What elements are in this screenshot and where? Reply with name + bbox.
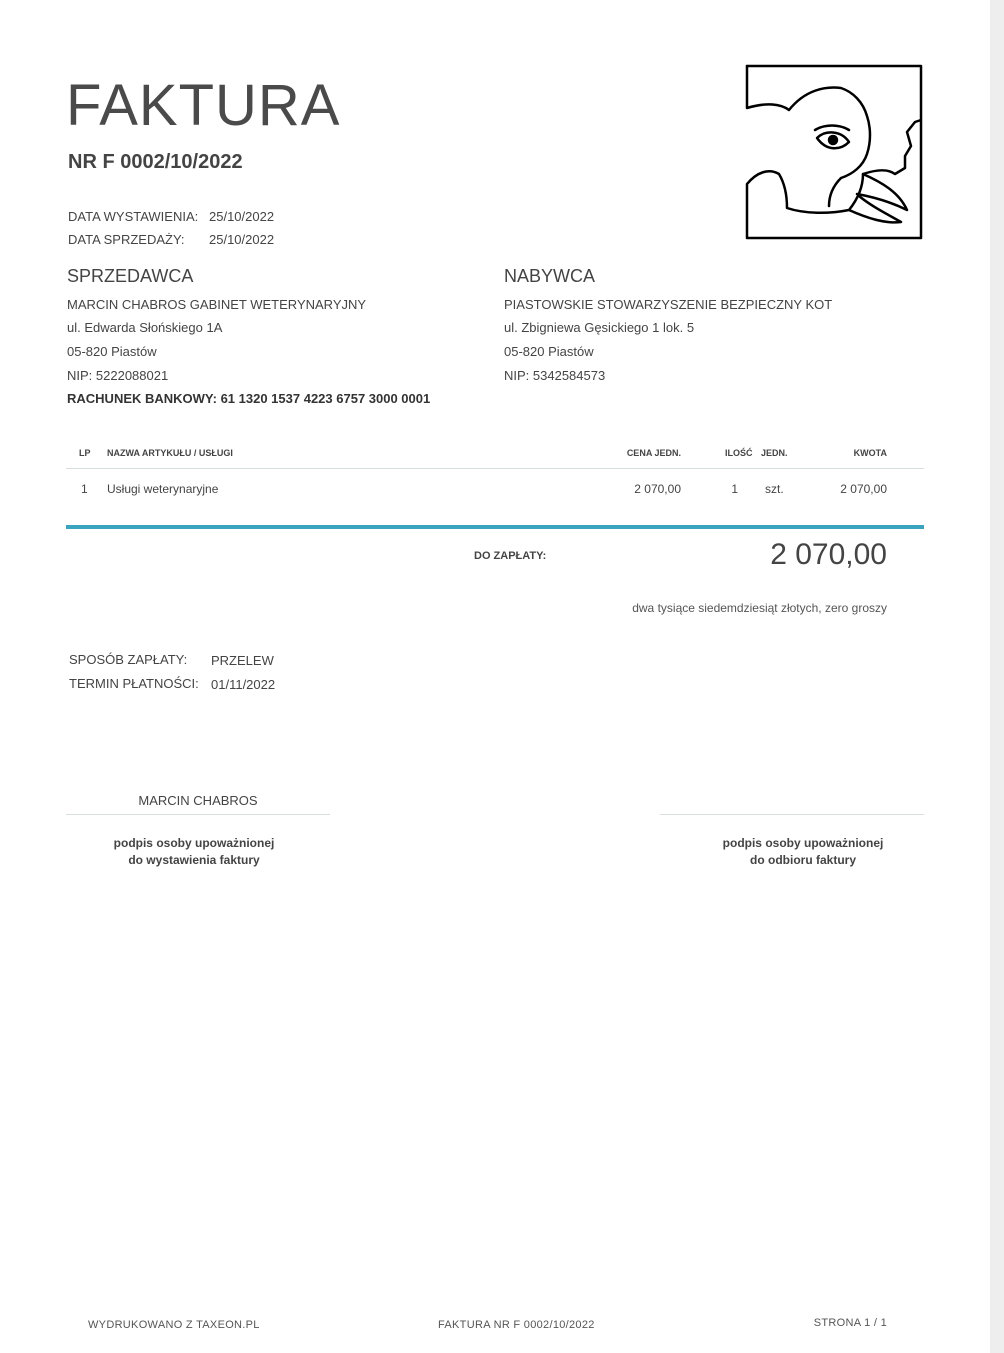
- row-amount: 2 070,00: [840, 482, 887, 496]
- receiver-caption-line-2: do odbioru faktury: [750, 853, 856, 867]
- receiver-signature-caption: [675, 835, 931, 869]
- amount-due-value: 2 070,00: [770, 538, 887, 571]
- table-header-divider: [66, 468, 924, 469]
- buyer-nip: NIP: 5342584573: [504, 368, 606, 383]
- footer-printed-from: WYDRUKOWANO Z TAXEON.PL: [88, 1319, 260, 1331]
- total-accent-rule: [66, 525, 924, 529]
- buyer-name: PIASTOWSKIE STOWARZYSZENIE BEZPIECZNY KOT: [504, 297, 833, 312]
- seller-city: 05-820 Piastów: [67, 344, 157, 359]
- row-price: 2 070,00: [634, 482, 681, 496]
- buyer-street: ul. Zbigniewa Gęsickiego 1 lok. 5: [504, 320, 695, 335]
- seller-street: ul. Edwarda Słońskiego 1A: [67, 320, 223, 335]
- receiver-caption-line-1: podpis osoby upoważnionej: [722, 836, 884, 850]
- row-lp: 1: [81, 482, 88, 496]
- header-price: CENA JEDN.: [626, 448, 681, 458]
- issuer-name: MARCIN CHABROS: [138, 793, 258, 808]
- header-lp: LP: [79, 448, 91, 458]
- issue-date-label: DATA WYSTAWIENIA:: [68, 209, 199, 224]
- sale-date-value: 25/10/2022: [209, 232, 275, 247]
- sale-date-label: DATA SPRZEDAŻY:: [68, 232, 185, 247]
- document-title: FAKTURA: [66, 73, 341, 138]
- header-name: NAZWA ARTYKUŁU / USŁUGI: [107, 448, 233, 458]
- amount-due-label: DO ZAPŁATY:: [474, 550, 547, 562]
- elephant-logo-icon: [745, 64, 923, 240]
- issuer-signature-line: [66, 814, 330, 815]
- issuer-caption-line-1: podpis osoby upoważnionej: [113, 836, 275, 850]
- issue-date-value: 25/10/2022: [209, 209, 275, 224]
- seller-nip: NIP: 5222088021: [67, 368, 169, 383]
- payment-method-label: SPOSÓB ZAPŁATY:: [69, 652, 188, 667]
- row-qty: 1: [731, 482, 738, 496]
- buyer-city: 05-820 Piastów: [504, 344, 594, 359]
- buyer-heading: NABYWCA: [504, 266, 596, 286]
- payment-due-value: 01/11/2022: [211, 677, 276, 692]
- payment-method-value: PRZELEW: [211, 653, 274, 668]
- payment-due-label: TERMIN PŁATNOŚCI:: [69, 676, 199, 691]
- seller-bank-account: RACHUNEK BANKOWY: 61 1320 1537 4223 6757 3000 0001: [67, 391, 431, 406]
- row-name: Usługi weterynaryjne: [107, 482, 219, 496]
- issuer-caption-line-2: do wystawienia faktury: [128, 853, 260, 867]
- footer-page-number: STRONA 1 / 1: [813, 1317, 887, 1329]
- viewer-scrollbar-track[interactable]: [990, 0, 1004, 1353]
- header-unit: JEDN.: [761, 448, 788, 458]
- header-amount: KWOTA: [853, 448, 887, 458]
- invoice-number: NR F 0002/10/2022: [68, 151, 243, 173]
- amount-in-words: dwa tysiące siedemdziesiąt złotych, zero groszy: [632, 601, 887, 615]
- row-unit: szt.: [765, 482, 784, 496]
- seller-name: MARCIN CHABROS GABINET WETERYNARYJNY: [67, 297, 367, 312]
- footer-document-ref: FAKTURA NR F 0002/10/2022: [438, 1319, 595, 1331]
- issuer-signature-caption: [66, 835, 322, 869]
- receiver-signature-line: [660, 814, 924, 815]
- header-qty: ILOŚĆ: [725, 448, 753, 458]
- seller-heading: SPRZEDAWCA: [67, 266, 194, 286]
